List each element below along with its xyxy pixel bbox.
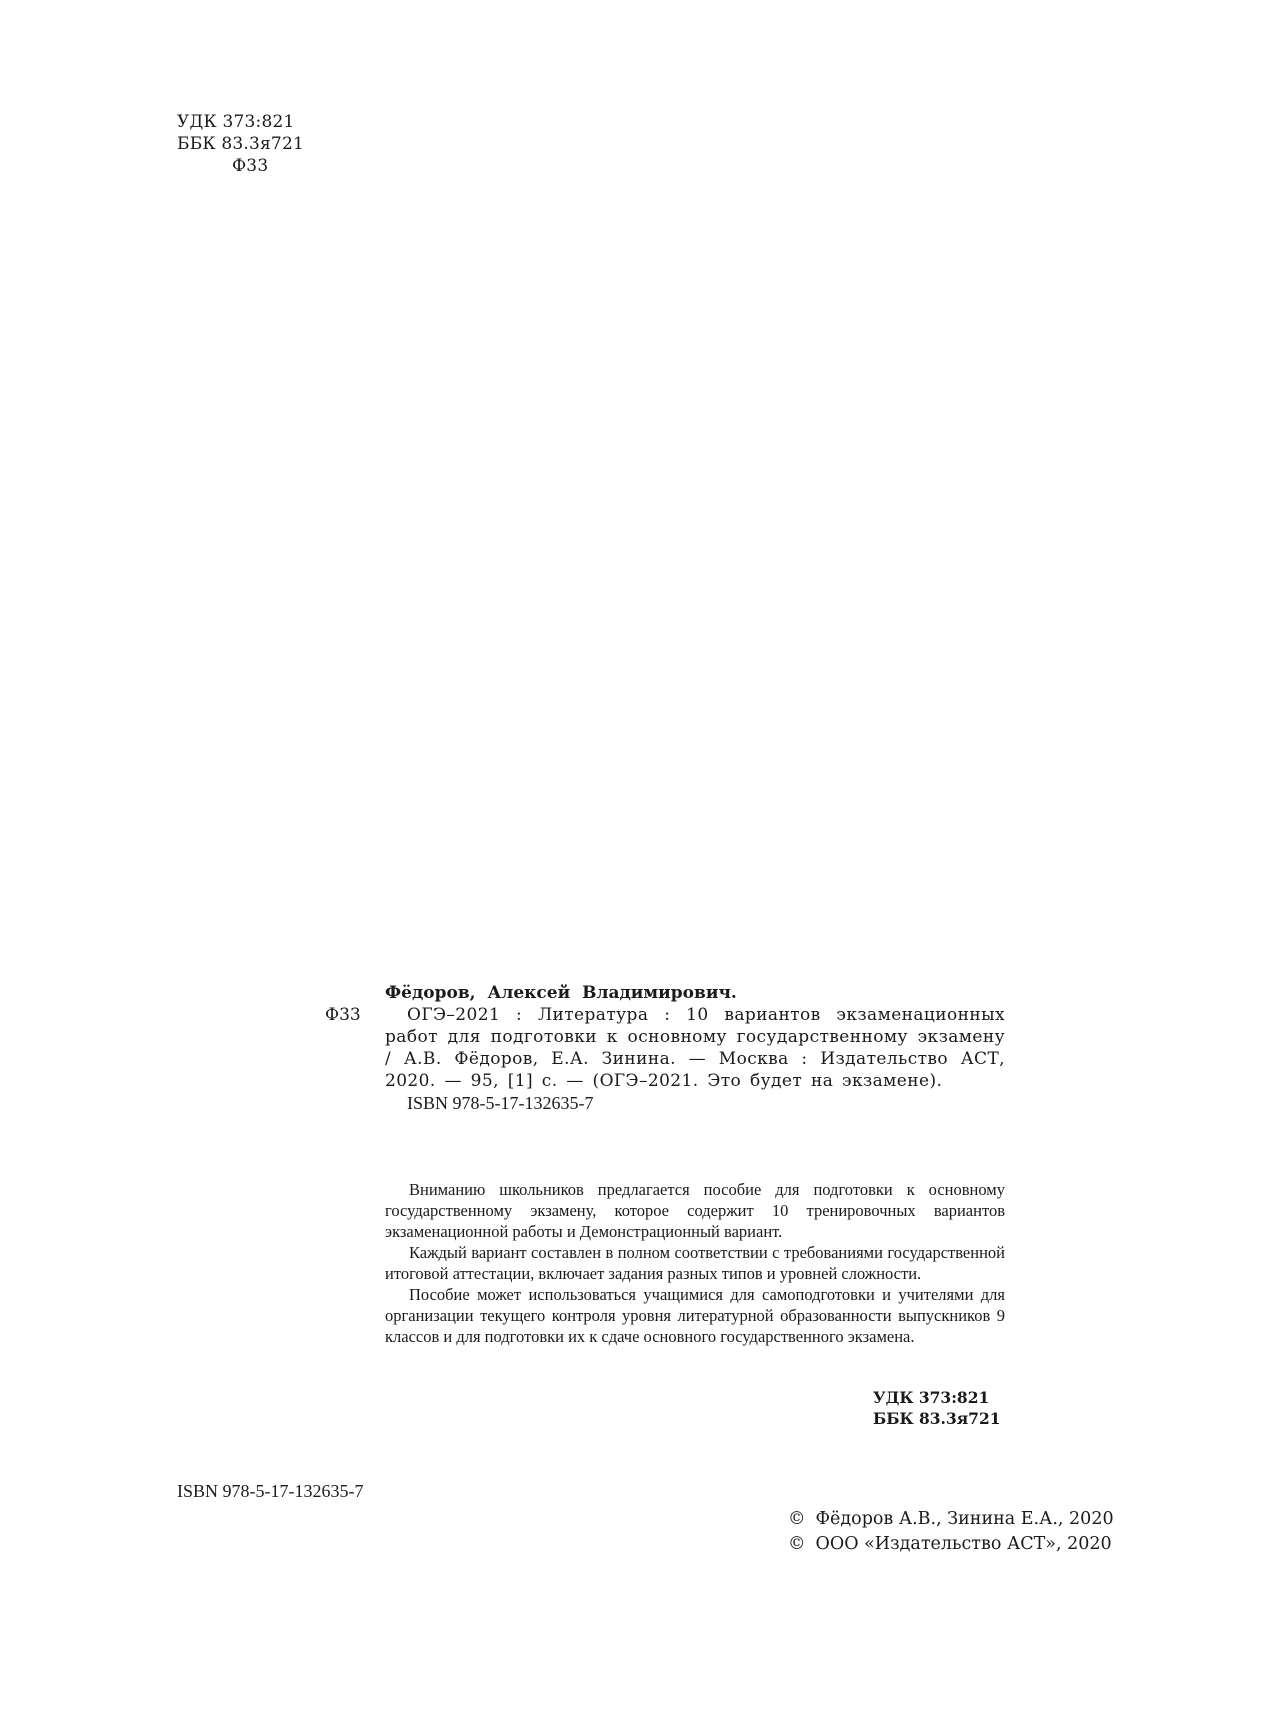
annotation-paragraph: Пособие может использоваться учащимися для самоподготовки и учителями для организации текущего контроля уровня литературной образованности выпускников 9 классов и для подготовки их к сдаче основного государственного экзамена.	[385, 1285, 1005, 1346]
isbn-number: ISBN 978-5-17-132635-7	[177, 1481, 364, 1501]
udk-code: УДК 373:821	[177, 112, 295, 132]
annotation-paragraph: Вниманию школьников предлагается пособие для подготовки к основному государственному экзамену, которое содержит 10 тренировочных вариантов экзаменационной работы и Демонстрационный вариант.	[385, 1180, 1005, 1241]
copyright-text: Фёдоров А.В., Зинина Е.А., 2020	[815, 1509, 1114, 1529]
biblio-side-author-mark: Ф33	[325, 1005, 361, 1025]
author-mark: Ф33	[232, 156, 269, 176]
copyright-line-authors	[788, 1507, 1114, 1532]
copyright-icon: ©	[788, 1534, 806, 1554]
bibliographic-record	[385, 982, 1005, 1114]
bbk-code-bottom: ББК 83.3я721	[873, 1409, 1001, 1428]
copyright-icon: ©	[788, 1509, 806, 1529]
copyright-notices	[788, 1507, 1114, 1557]
udk-code-bottom: УДК 373:821	[873, 1388, 990, 1407]
bottom-classification-codes	[873, 1387, 1001, 1429]
top-classification-codes	[177, 111, 304, 177]
bibliographic-description: ОГЭ–2021 : Литература : 10 вариантов экзаменационных работ для подготовки к основному государственному экзамену / А.В. Фёдоров, Е.А. Зинина. — Москва : Издательство АСТ, 2020. — 95, [1] с. — (ОГЭ–2021. Это будет на экзамене).	[385, 1005, 1005, 1091]
annotation	[385, 1179, 1005, 1347]
annotation-paragraph: Каждый вариант составлен в полном соответствии с требованиями государственной итоговой аттестации, включает задания разных типов и уровней сложности.	[385, 1243, 1005, 1283]
bbk-code: ББК 83.3я721	[177, 134, 304, 154]
biblio-isbn: ISBN 978-5-17-132635-7	[407, 1093, 594, 1113]
copyright-line-publisher	[788, 1532, 1114, 1557]
copyright-text: ООО «Издательство АСТ», 2020	[815, 1534, 1112, 1554]
author-heading: Фёдоров, Алексей Владимирович.	[385, 983, 737, 1003]
